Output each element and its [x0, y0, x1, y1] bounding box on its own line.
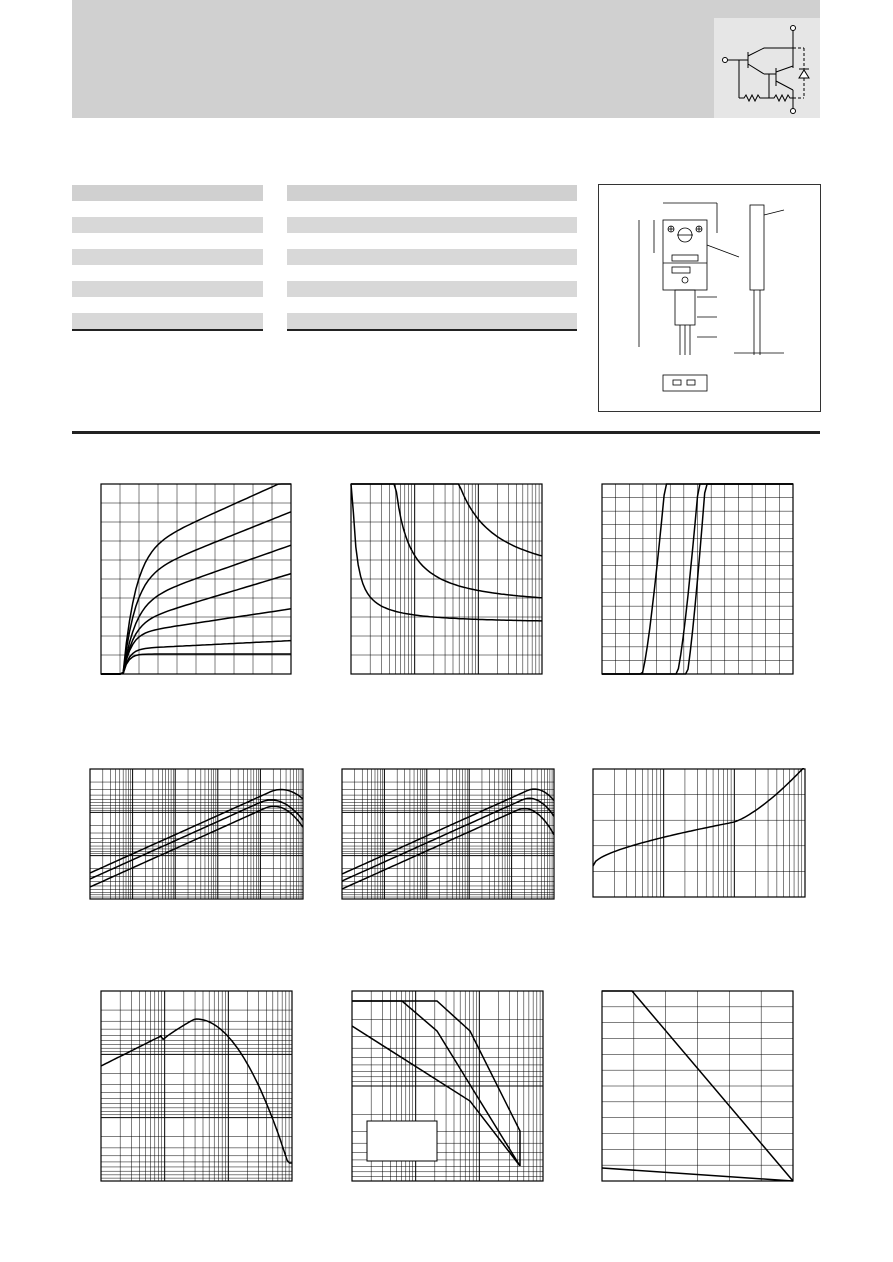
graph-hfe-ic-2: [341, 768, 555, 905]
graph-power-derating: [601, 990, 794, 1187]
data-curve: [342, 789, 554, 874]
legend-box: [367, 1121, 437, 1161]
graph-canvas: [601, 990, 794, 1182]
header-banner: [72, 0, 820, 118]
graph-canvas: [341, 768, 555, 900]
graph-canvas: [350, 483, 543, 675]
data-curve: [90, 806, 303, 887]
package-outline-drawing: [598, 184, 821, 412]
graph-canvas: [89, 768, 304, 900]
data-curve: [351, 484, 542, 621]
graph-canvas: [601, 483, 794, 675]
graph-canvas: [100, 483, 292, 675]
graph-canvas: [351, 990, 544, 1182]
electrical-characteristics-table: [287, 185, 577, 331]
plot-frame: [90, 769, 303, 899]
graph-ic-vbe: [601, 483, 794, 680]
graph-canvas: [592, 768, 806, 898]
graph-canvas: [100, 990, 293, 1182]
data-curve: [593, 768, 805, 866]
graph-hfe-ic-1: [89, 768, 304, 905]
section-divider: [72, 431, 820, 434]
absolute-maximum-ratings-table: [72, 185, 263, 331]
plot-frame: [593, 769, 805, 897]
circuit-schematic: [714, 18, 820, 118]
data-curve: [351, 484, 542, 556]
graph-safe-operating-area: [351, 990, 544, 1187]
data-curve: [101, 1019, 292, 1163]
graph-ic-vce: [100, 483, 292, 680]
graph-vf-if: [592, 768, 806, 903]
graph-vce-sat: [350, 483, 543, 680]
graph-gain-bandwidth: [100, 990, 293, 1187]
